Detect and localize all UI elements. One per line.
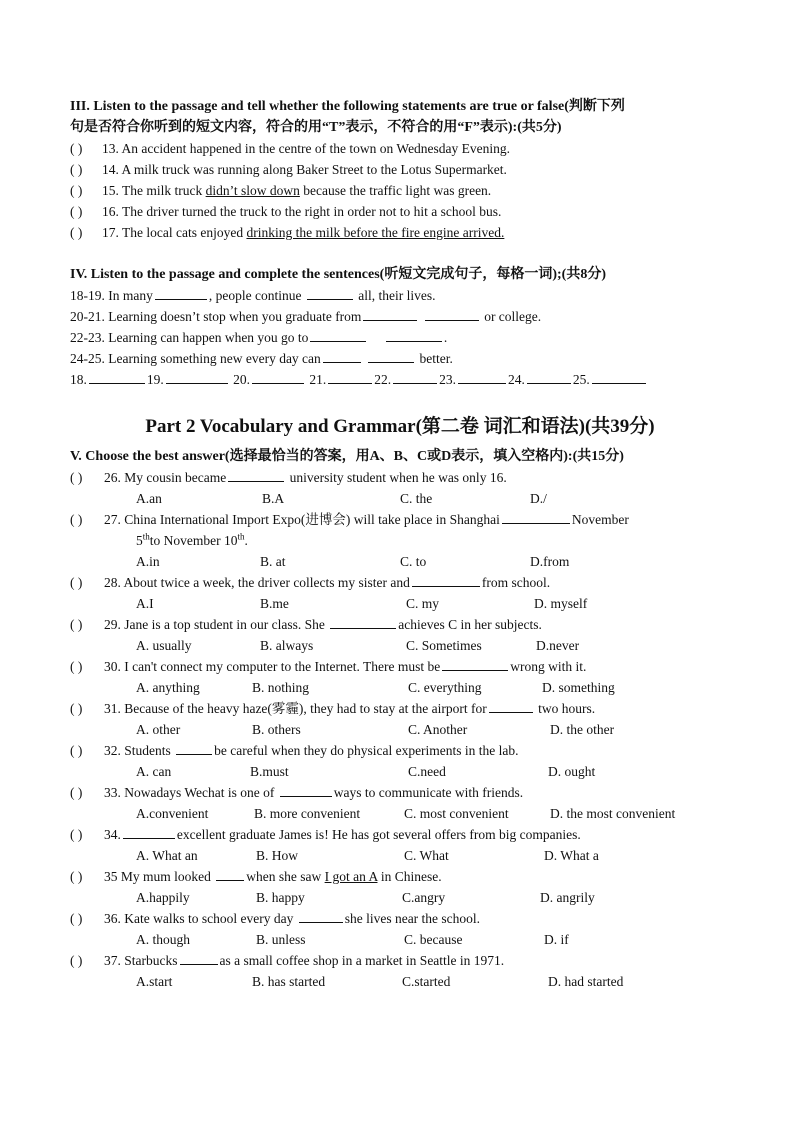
question-text: 26. My cousin became university student when he was only 16. [104,467,507,488]
section5-heading: V. Choose the best answer(选择最恰当的答案，用A、B、C或D表示，填入空格内):(共15分) [70,449,624,464]
answer-paren[interactable]: ( ) [70,785,83,800]
question-36 [70,908,730,929]
option-d[interactable]: D./ [530,491,547,506]
option-b[interactable]: B. at [260,554,286,569]
statement-text: 16. The driver turned the truck to the right in order not to hit a school bus. [102,204,502,219]
options-33 [70,803,730,824]
question-34 [70,824,730,845]
option-b[interactable]: B. How [256,848,299,863]
question-text: 35 My mum looked when she saw I got an A in Chinese. [104,866,442,887]
option-d[interactable]: D. ought [548,764,596,779]
blank-24[interactable] [323,348,361,363]
exam-sheet [70,96,730,992]
answer-paren[interactable]: ( ) [70,911,83,926]
blank [123,824,175,839]
blank-22[interactable] [310,327,366,342]
blank-21[interactable] [425,306,479,321]
answer-paren[interactable]: ( ) [70,659,83,674]
blank-19[interactable] [307,285,353,300]
blank [442,656,508,671]
answer-blank-22[interactable] [393,369,437,384]
answer-paren[interactable]: ( ) [70,183,83,198]
option-d[interactable]: D. the other [550,722,615,737]
question-text: 28. About twice a week, the driver collects my sister and from school. [104,572,550,593]
statement-text: 13. An accident happened in the centre of the town on Wednesday Evening. [102,141,511,156]
blank [280,782,332,797]
answer-paren[interactable]: ( ) [70,701,83,716]
blank [228,467,284,482]
answer-blank-19[interactable] [166,369,228,384]
question-text: 27. China International Import Expo(进博会) will take place in Shanghai November [104,509,629,530]
option-b[interactable]: B.me [260,596,289,611]
options-31 [70,719,730,740]
question-text: 30. I can't connect my computer to the Internet. There must be wrong with it. [104,656,586,677]
answer-paren[interactable]: ( ) [70,617,83,632]
option-d[interactable]: D. myself [534,596,588,611]
options-35 [70,887,730,908]
answer-paren[interactable]: ( ) [70,225,83,240]
option-d[interactable]: D. the most convenient [550,806,676,821]
section3-heading: III. Listen to the passage and tell whether the following statements are true or false(判断下列 句是否符合你听到的短文内容，符合的用“T”表示，不符合的用“F”表示):(共5分) [70,99,625,135]
option-a[interactable]: A. though [136,932,190,947]
answer-paren[interactable]: ( ) [70,141,83,156]
blank-25[interactable] [368,348,414,363]
blank [176,740,212,755]
statement-text: 15. The milk truck didn’t slow down because the traffic light was green. [102,183,492,198]
question-text: 34. excellent graduate James is! He has got several offers from big companies. [104,824,581,845]
option-b[interactable]: B. nothing [252,680,310,695]
question-text: 36. Kate walks to school every day she lives near the school. [104,908,480,929]
blank [216,866,244,881]
blank [412,572,480,587]
option-b[interactable]: B. has started [252,974,326,989]
underlined-phrase: I got an A [324,869,378,884]
option-c[interactable]: C. to [400,554,427,569]
answer-blank-25[interactable] [592,369,646,384]
option-a[interactable]: A.an [136,491,162,506]
option-c[interactable]: C. my [406,596,440,611]
answer-blank-23[interactable] [458,369,506,384]
blank-18[interactable] [155,285,207,300]
question-30 [70,656,730,677]
part2-title: Part 2 Vocabulary and Grammar(第二卷 词汇和语法)(共39分) [145,416,655,437]
option-c[interactable]: C.started [402,974,451,989]
answer-paren[interactable]: ( ) [70,743,83,758]
option-b[interactable]: B. always [260,638,314,653]
option-a[interactable]: A. usually [136,638,192,653]
blank-20[interactable] [363,306,417,321]
question-31 [70,698,730,719]
question-27 [70,509,730,551]
option-d[interactable]: D. What a [544,848,599,863]
answer-paren[interactable]: ( ) [70,162,83,177]
question-29 [70,614,730,635]
answer-line: 18. 19. 20. 21. 22. 23. 24. 25. [70,369,730,390]
question-text: 31. Because of the heavy haze(雾霾), they had to stay at the airport for two hours. [104,698,595,719]
sentence-22-23: 22-23. Learning can happen when you go to . [70,327,730,348]
question-35 [70,866,730,887]
option-c[interactable]: C.need [408,764,446,779]
options-36 [70,929,730,950]
question-26 [70,467,730,488]
answer-paren[interactable]: ( ) [70,953,83,968]
option-a[interactable]: A.happily [136,890,190,905]
options-32 [70,761,730,782]
blank [502,509,570,524]
option-c[interactable]: C. Another [408,722,468,737]
option-b[interactable]: B.must [250,764,289,779]
blank [180,950,218,965]
option-a[interactable]: A.start [136,974,173,989]
option-a[interactable]: A.in [136,554,160,569]
answer-paren[interactable]: ( ) [70,827,83,842]
option-c[interactable]: C.angry [402,890,446,905]
option-d[interactable]: D. had started [548,974,624,989]
answer-paren[interactable]: ( ) [70,204,83,219]
question-32 [70,740,730,761]
option-a[interactable]: A. What an [136,848,198,863]
answer-blank-24[interactable] [527,369,571,384]
question-37 [70,950,730,971]
options-30 [70,677,730,698]
answer-paren[interactable]: ( ) [70,575,83,590]
option-d[interactable]: D. angrily [540,890,595,905]
option-d[interactable]: D.from [530,554,570,569]
options-26 [70,488,730,509]
sentence-24-25: 24-25. Learning something new every day can better. [70,348,730,369]
sentence-20-21: 20-21. Learning doesn’t stop when you graduate from or college. [70,306,730,327]
options-37 [70,971,730,992]
option-b[interactable]: B. happy [256,890,305,905]
option-a[interactable]: A.I [136,596,154,611]
option-c[interactable]: C. Sometimes [406,638,482,653]
question-33 [70,782,730,803]
option-c[interactable]: C. everything [408,680,482,695]
statement-14 [70,159,730,180]
option-b[interactable]: B.A [262,491,285,506]
statement-13 [70,138,730,159]
option-a[interactable]: A. other [136,722,181,737]
statement-15 [70,180,730,201]
option-a[interactable]: A. anything [136,680,200,695]
blank [330,614,396,629]
statement-17 [70,222,730,243]
underlined-phrase: drinking the milk before the fire engine arrived. [246,225,505,240]
blank-23[interactable] [386,327,442,342]
question-28 [70,572,730,593]
sentence-18-19: 18-19. In many , people continue all, their lives. [70,285,730,306]
question-text: 29. Jane is a top student in our class. She achieves C in her subjects. [104,614,542,635]
underlined-phrase: didn’t slow down [205,183,300,198]
answer-paren[interactable]: ( ) [70,470,83,485]
option-a[interactable]: A.convenient [136,806,209,821]
answer-blank-21[interactable] [328,369,372,384]
option-c[interactable]: C. What [404,848,449,863]
option-c[interactable]: C. most convenient [404,806,509,821]
answer-paren[interactable]: ( ) [70,512,83,527]
section4-heading: IV. Listen to the passage and complete the sentences(听短文完成句子，每格一词);(共8分) [70,267,606,282]
question-text: 37. Starbucks as a small coffee shop in a market in Seattle in 1971. [104,950,504,971]
options-29 [70,635,730,656]
option-c[interactable]: C. the [400,491,433,506]
blank [299,908,343,923]
options-34 [70,845,730,866]
blank [489,698,533,713]
options-28 [70,593,730,614]
statement-text: 17. The local cats enjoyed drinking the milk before the fire engine arrived. [102,225,505,240]
option-b[interactable]: B. others [252,722,301,737]
question-text-continued: 5thto November 10th. [136,531,248,548]
options-27 [70,551,730,572]
option-d[interactable]: D. something [542,680,615,695]
option-a[interactable]: A. can [136,764,172,779]
option-d[interactable]: D.never [536,638,580,653]
answer-paren[interactable]: ( ) [70,869,83,884]
option-b[interactable]: B. more convenient [254,806,361,821]
question-text: 32. Students be careful when they do physical experiments in the lab. [104,740,519,761]
option-d[interactable]: D. if [544,932,569,947]
answer-blank-18[interactable] [89,369,145,384]
option-b[interactable]: B. unless [256,932,306,947]
answer-blank-20[interactable] [252,369,304,384]
statement-16 [70,201,730,222]
statement-text: 14. A milk truck was running along Baker Street to the Lotus Supermarket. [102,162,507,177]
question-text: 33. Nowadays Wechat is one of ways to communicate with friends. [104,782,523,803]
option-c[interactable]: C. because [404,932,463,947]
